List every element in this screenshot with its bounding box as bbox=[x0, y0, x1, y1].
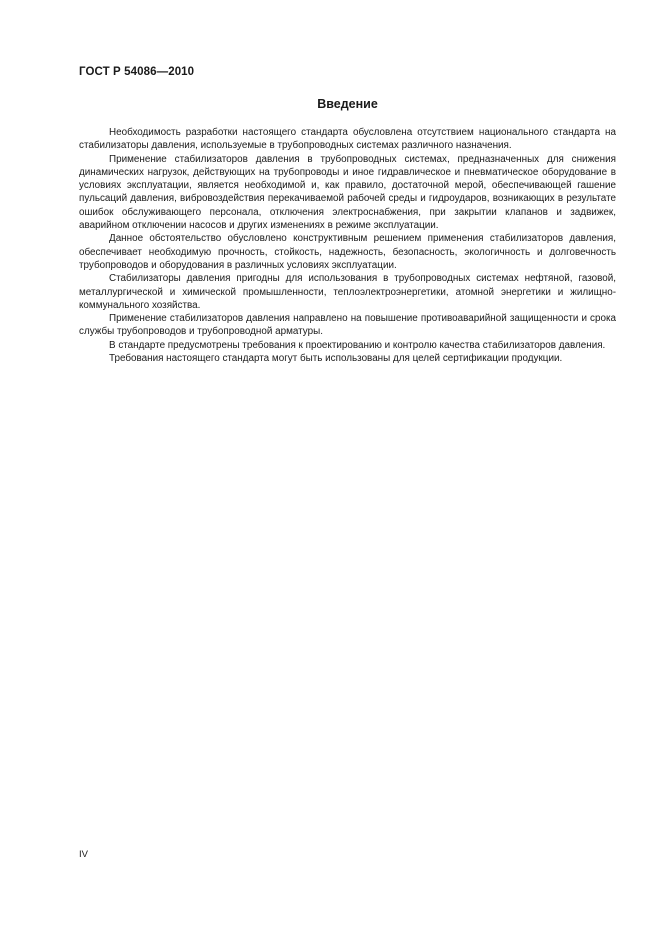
paragraph: Стабилизаторы давления пригодны для использования в трубопроводных системах нефтяной, газовой, металлургической и химической промышленности, теплоэлектроэнергетики, атомной энергетики и жилищно-коммунального хозяйства. bbox=[79, 273, 616, 311]
paragraph: Применение стабилизаторов давления направлено на повышение противоаварийной защищенности и срока службы трубопроводов и трубопроводной арматуры. bbox=[79, 313, 616, 338]
page-number: IV bbox=[79, 849, 88, 860]
section-title: Введение bbox=[317, 97, 378, 111]
paragraph: Применение стабилизаторов давления в трубопроводных системах, предназначенных для снижения динамических нагрузок, действующих на трубопроводы и иное гидравлическое и пневматическое оборудование в условиях эксплуатации, является необходимой и, как правило, достаточной мерой, обеспечивающей гашение пульсаций давления, вибровоздействия перекачиваемой рабочей среды и гидроударов, возникающих в результате ошибок обслуживающего персонала, отключения электроснабжения, при закрытии клапанов и задвижек, аварийном отключении насосов и других изменениях в режиме эксплуатации. bbox=[79, 153, 616, 232]
paragraph: Требования настоящего стандарта могут быть использованы для целей сертификации продукции. bbox=[109, 353, 563, 365]
paragraph: В стандарте предусмотрены требования к проектированию и контролю качества стабилизаторов давления. bbox=[109, 339, 606, 351]
body-text bbox=[79, 126, 616, 365]
paragraph: Необходимость разработки настоящего стандарта обусловлена отсутствием национального стандарта на стабилизаторы давления, используемые в трубопроводных системах различного назначения. bbox=[79, 127, 616, 152]
document-id: ГОСТ Р 54086—2010 bbox=[79, 66, 195, 78]
paragraph: Данное обстоятельство обусловлено конструктивным решением применения стабилизаторов давления, обеспечивает необходимую прочность, стойкость, надежность, безопасность, экологичность и долговечность трубопроводов и оборудования в различных условиях эксплуатации. bbox=[79, 233, 616, 271]
